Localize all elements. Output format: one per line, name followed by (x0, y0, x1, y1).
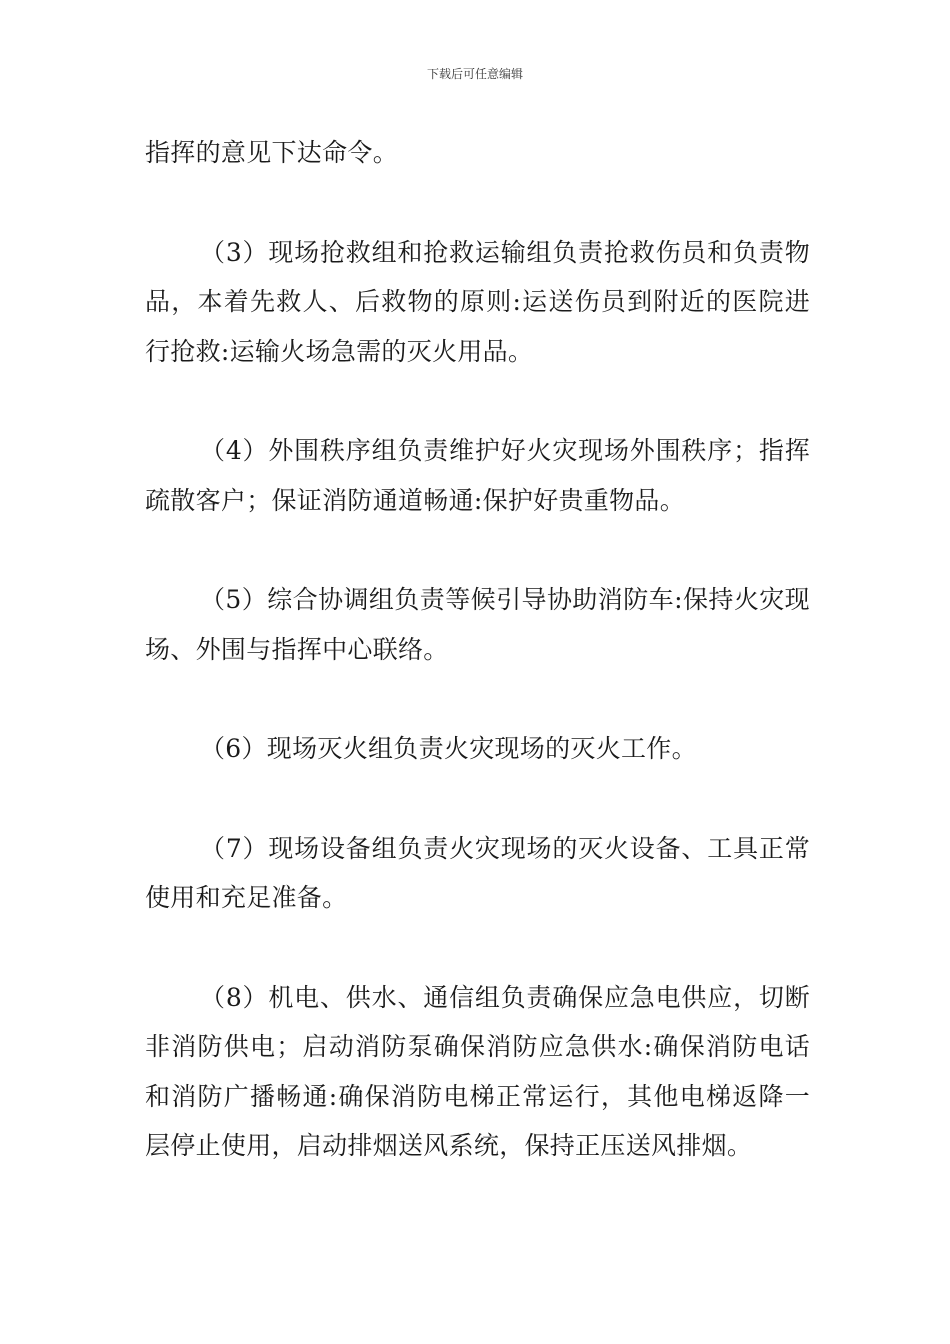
paragraph-item-4: （4）外围秩序组负责维护好火灾现场外围秩序；指挥疏散客户；保证消防通道畅通:保护好贵重物品。 (145, 436, 810, 515)
paragraph-item-3: （3）现场抢救组和抢救运输组负责抢救伤员和负责物品，本着先救人、后救物的原则:运送伤员到附近的医院进行抢救:运输火场急需的灭火用品。 (145, 237, 810, 366)
document-body (145, 128, 810, 1171)
page-header: 下载后可任意编辑 (426, 67, 523, 81)
paragraph-item-5: （5）综合协调组负责等候引导协助消防车:保持火灾现场、外围与指挥中心联络。 (145, 585, 810, 664)
paragraph-item-8: （8）机电、供水、通信组负责确保应急电供应，切断非消防供电；启动消防泵确保消防应急供水:确保消防电话和消防广播畅通:确保消防电梯正常运行，其他电梯返降一层停止使用，启动排烟送风系统，保持正压送风排烟。 (145, 982, 810, 1160)
paragraph-continuation: 指挥的意见下达命令。 (145, 138, 399, 167)
paragraph-item-6: （6）现场灭火组负责火灾现场的灭火工作。 (200, 734, 697, 763)
paragraph-item-7: （7）现场设备组负责火灾现场的灭火设备、工具正常使用和充足准备。 (145, 833, 810, 912)
